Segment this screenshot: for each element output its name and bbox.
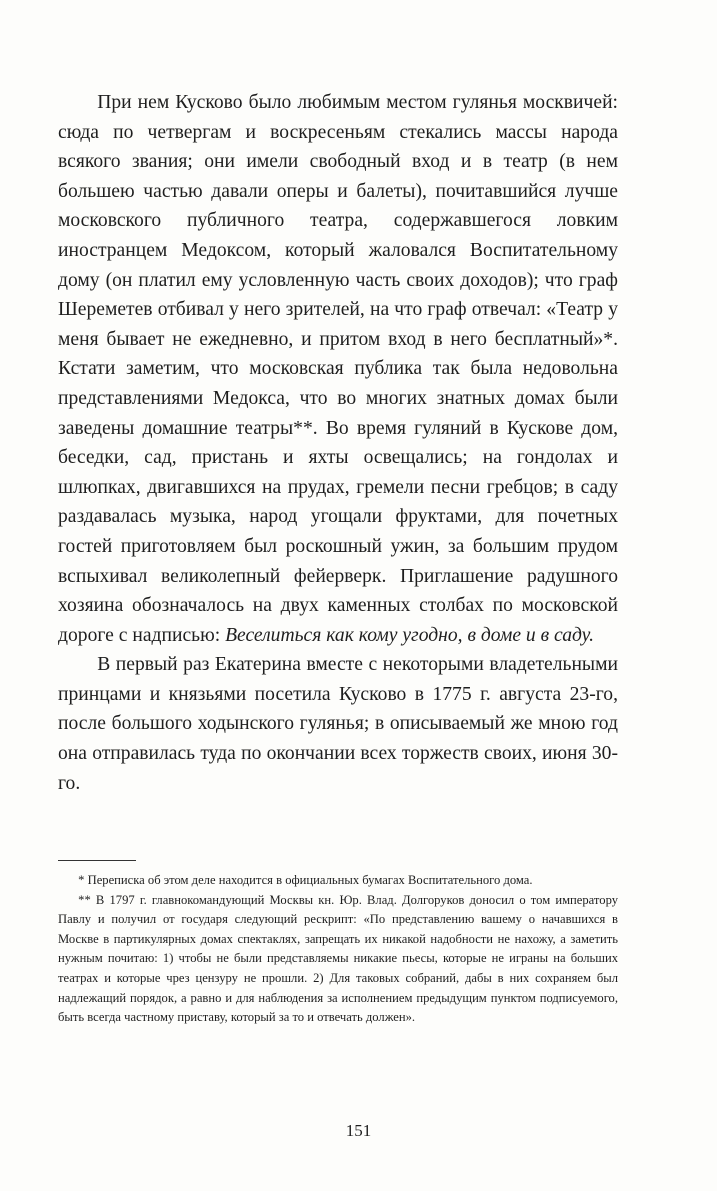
main-text [58, 88, 618, 798]
footnotes [58, 871, 618, 1028]
footnote-separator [58, 860, 136, 861]
footnote-2: ** В 1797 г. главнокомандующий Москвы кн. Юр. Влад. Долгоруков доносил о том императору Павлу и получил от государя следующий рескрипт: «По представлению вашему о начавшихся в Москве в партикулярных домах спектаклях, запрещать их никакой надобности не нахожу, а заметить нужным почитаю: 1) чтобы не были представляемы никакие пьесы, которые не играны на больших театрах и которые чрез цензуру не прошли. 2) Для таковых собраний, дабы в них сохраняем был надлежащий порядок, а равно и для наблюдения за исполнением предыдущим пунктом подписуемого, быть всегда частному приставу, который за то и отвечать должен». [58, 892, 618, 1025]
paragraph-2: В первый раз Екатерина вместе с некоторыми владетельными принцами и князьями посетила Кусково в 1775 г. августа 23-го, после большого ходынского гулянья; в описываемый же мною год она отправилась туда по окончании всех торжеств своих, июня 30-го. [58, 654, 618, 794]
paragraph-1 [58, 88, 618, 650]
paragraph-1-text: При нем Кусково было любимым местом гулянья москвичей: сюда по четвергам и воскресеньям стекались массы народа всякого звания; они имели свободный вход и в театр (в нем большею частью давали оперы и балеты), почитавшийся лучше московского публичного театра, содержавшегося ловким иностранцем Медоксом, который жаловался Воспитательному дому (он платил ему условленную часть своих доходов); что граф Шереметев отбивал у него зрителей, на что граф отвечал: «Театр у меня бывает не ежедневно, и притом вход в него бесплатный»*. Кстати заметим, что московская публика так была недовольна представлениями Медокса, что во многих знатных домах были заведены домашние театры**. Во время гуляний в Кускове дом, беседки, сад, пристань и яхты освещались; на гондолах и шлюпках, двигавшихся на прудах, гремели песни гребцов; в саду раздавалась музыка, народ угощали фруктами, для почетных гостей приготовляем был роскошный ужин, за большим прудом вспыхивал великолепный фейерверк. Приглашение радушного хозяина обозначалось на двух каменных столбах по московской дороге с надписью: [58, 92, 618, 646]
footnote-1: * Переписка об этом деле находится в официальных бумагах Воспитательного дома. [78, 873, 533, 887]
inscription-italic: Веселиться как кому угодно, в доме и в саду. [225, 624, 595, 646]
page-number: 151 [345, 1121, 372, 1140]
